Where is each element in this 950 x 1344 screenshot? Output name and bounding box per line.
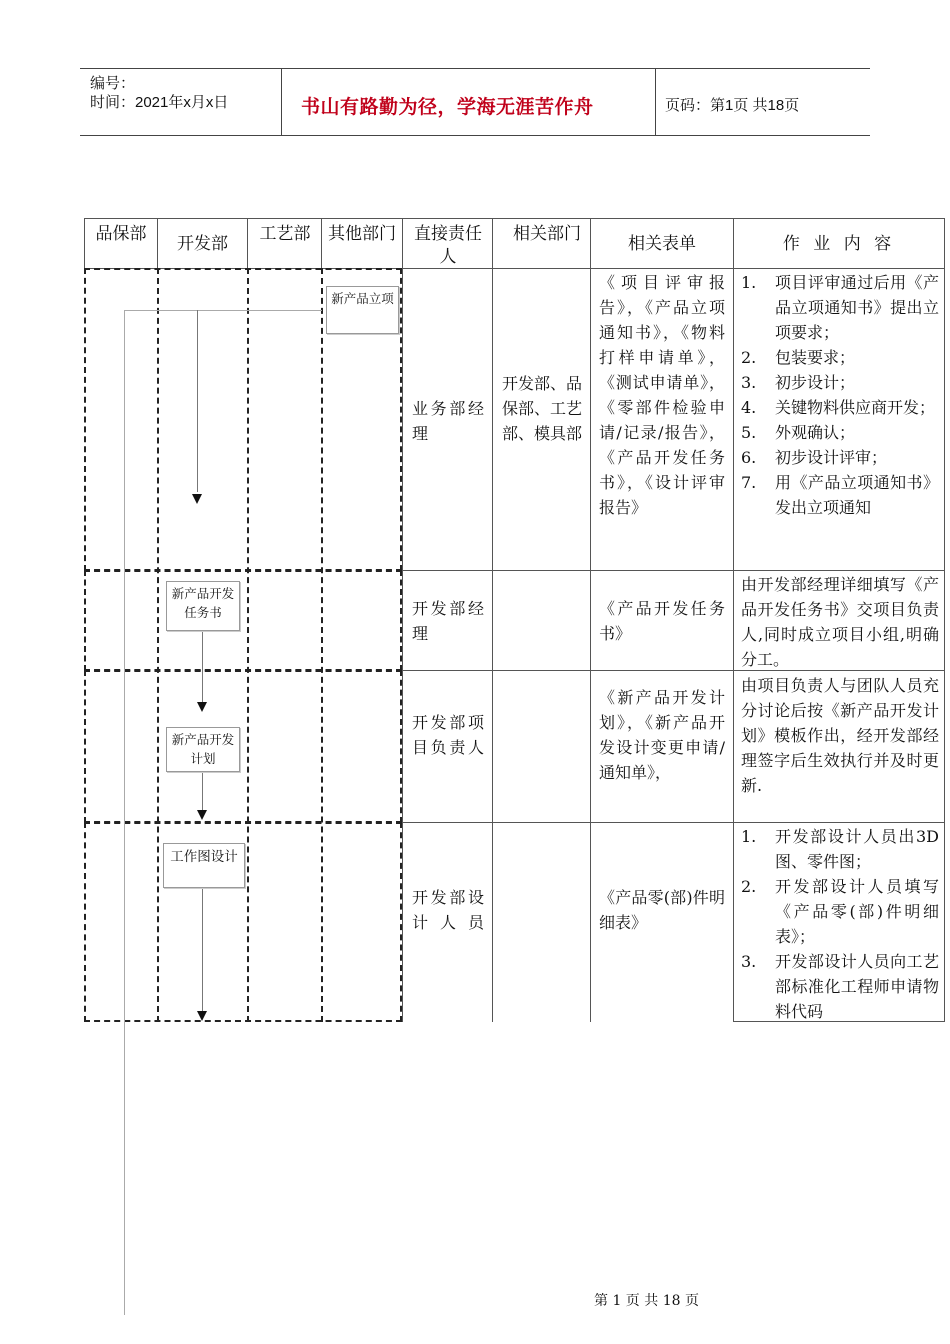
content-list-text: 关键物料供应商开发； [775, 398, 936, 417]
flow-line-2 [202, 630, 203, 702]
col-line-5 [492, 218, 493, 1022]
content-list-text: 开发部设计人员填写《产品零(部)件明细表》； [775, 877, 939, 946]
content-list-item [741, 949, 939, 1024]
content-list-number: 6. [741, 448, 757, 467]
col-line-3 [321, 218, 322, 268]
content-list-number: 3. [741, 373, 757, 392]
col-header-development: 开发部 [177, 234, 228, 254]
col-header-process: 工艺部 [259, 224, 311, 244]
header-time-label: 时间：2021年x月x日 [90, 94, 229, 111]
content-list-item [741, 470, 939, 520]
header-page-info: 页码：第1页 共18页 [665, 97, 800, 114]
content-list-number: 2. [741, 348, 757, 367]
content-list-text: 外观确认； [775, 423, 856, 442]
header-divider-left [281, 68, 282, 136]
content-list-text: 开发部设计人员向工艺部标准化工程师申请物料代码 [775, 952, 939, 1021]
row4-content-list [741, 824, 939, 1024]
content-list-item [741, 345, 939, 370]
row3-content: 由项目负责人与团队人员充分讨论后按《新产品开发计划》模板作出，经开发部经理签字后生效执行并及时更新. [741, 676, 939, 795]
arrow-down-icon [197, 1011, 207, 1021]
content-list-text: 项目评审通过后用《产品立项通知书》提出立项要求； [775, 273, 939, 342]
content-list-number: 5. [741, 423, 757, 442]
col-line-7 [733, 218, 734, 1022]
footer-page-number: 第 1 页 共 18 页 [594, 1293, 699, 1309]
flow-node-working-drawing: 工作图设计 [163, 843, 245, 888]
col-line-0 [84, 218, 85, 268]
swimlane-row-2 [84, 570, 402, 671]
content-list-text: 用《产品立项通知书》发出立项通知 [775, 473, 939, 517]
row1-forms: 《项目评审报告》，《产品立项通知书》，《物料打样申请单》，《测试申请单》，《零部件检验申请/记录/报告》，《产品开发任务书》，《设计评审报告》 [599, 273, 725, 517]
content-list-text: 开发部设计人员出3D图、零件图； [775, 827, 939, 871]
arrow-down-icon [192, 494, 202, 504]
arrow-down-icon [197, 702, 207, 712]
content-list-number: 7. [741, 473, 757, 492]
row3-responsible: 开发部项目负责人 [412, 713, 484, 757]
col-line-2 [247, 218, 248, 268]
content-list-number: 1. [741, 273, 757, 292]
flow-node-new-product-initiation: 新产品立项 [326, 286, 399, 334]
flow-line-3 [202, 771, 203, 811]
content-list-item [741, 824, 939, 874]
swimlane-row-3 [84, 670, 402, 823]
arrow-down-icon [197, 810, 207, 820]
header-divider-right [655, 68, 656, 136]
row1-content-list [741, 270, 939, 520]
col-line-6 [590, 218, 591, 1022]
header-motto: 书山有路勤为径，学海无涯苦作舟 [301, 96, 594, 118]
row3-forms: 《新产品开发计划》，《新产品开发设计变更申请/通知单》， [599, 688, 725, 782]
row-divider-3 [402, 822, 945, 823]
content-list-item [741, 874, 939, 949]
content-list-item [741, 270, 939, 345]
col-header-other: 其他部门 [328, 224, 396, 244]
col-header-forms: 相关表单 [628, 234, 696, 254]
content-list-number: 3. [741, 952, 757, 971]
row2-forms: 《产品开发任务书》 [599, 599, 725, 643]
col-header-quality: 品保部 [95, 224, 147, 244]
col-header-related-dept: 相关部门 [513, 224, 581, 244]
lane-divider-3 [321, 268, 323, 1022]
lane-divider-2 [247, 268, 249, 1022]
row1-departments: 开发部、品保部、工艺部、模具部 [502, 374, 583, 443]
content-list-text: 初步设计； [775, 373, 856, 392]
header-number-label: 编号： [90, 75, 136, 92]
table-top-border [84, 218, 945, 219]
content-list-item [741, 395, 939, 420]
col-line-4 [402, 218, 403, 1022]
content-list-text: 包装要求； [775, 348, 856, 367]
flow-line-1 [197, 310, 198, 492]
col-line-8 [944, 218, 945, 1022]
row2-content: 由开发部经理详细填写《产品开发任务书》交项目负责人,同时成立项目小组,明确分工。 [741, 575, 939, 669]
flow-top-horizontal-line [124, 310, 322, 311]
flow-node-development-task: 新产品开发任务书 [166, 581, 240, 631]
content-list-text: 初步设计评审； [775, 448, 888, 467]
row4-responsible: 开发部设计人员 [412, 888, 484, 932]
row4-forms: 《产品零(部)件明细表》 [599, 888, 725, 932]
lane-divider-1 [157, 268, 159, 1022]
header-top-rule [80, 68, 870, 69]
content-list-item [741, 370, 939, 395]
header-bottom-rule [80, 135, 870, 136]
content-list-number: 1. [741, 827, 757, 846]
flow-long-vertical-line [124, 310, 125, 1315]
content-list-item [741, 420, 939, 445]
flow-node-development-plan: 新产品开发计划 [166, 727, 240, 772]
flow-line-4 [202, 887, 203, 1012]
content-list-number: 4. [741, 398, 757, 417]
row-divider-1 [402, 570, 945, 571]
content-list-number: 2. [741, 877, 757, 896]
row1-responsible: 业务部经理 [412, 399, 484, 443]
col-header-responsible: 直接责任人 [414, 224, 482, 267]
content-list-item [741, 445, 939, 470]
col-header-content: 作 业 内 容 [782, 234, 896, 254]
row2-responsible: 开发部经理 [412, 599, 484, 643]
